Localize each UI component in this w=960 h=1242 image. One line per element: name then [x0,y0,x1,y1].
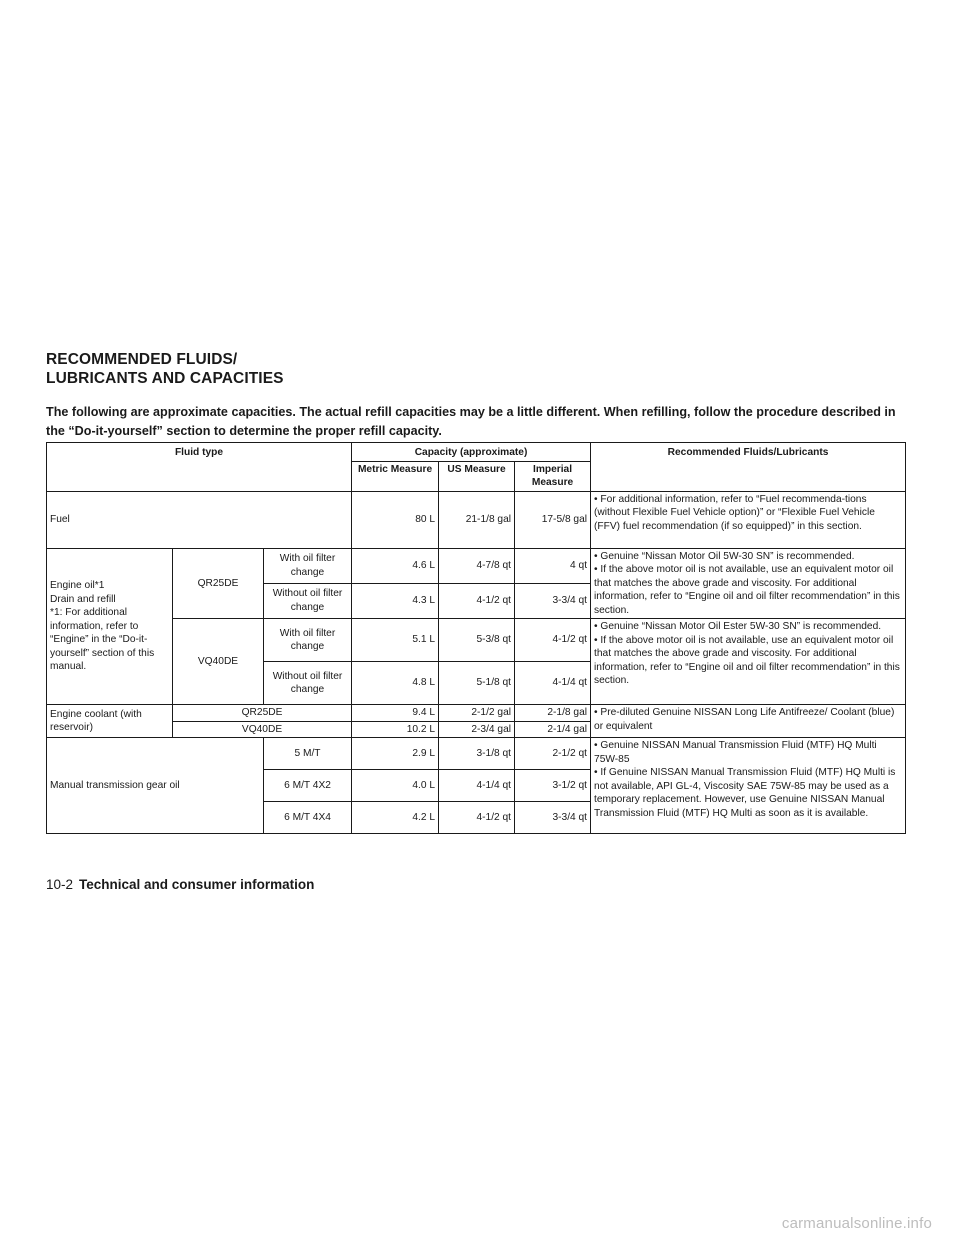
engine-oil-label-line-1: Engine oil*1 [50,580,105,591]
section-title-line-1: RECOMMENDED FLUIDS/ [46,351,238,368]
coolant-vq-us: 2-3/4 gal [439,721,515,738]
oil-qr-with-filter-imperial: 4 qt [515,548,591,583]
transmission-metric: 2.9 L [352,738,439,770]
header-us: US Measure [439,461,515,491]
header-recommended: Recommended Fluids/Lubricants [591,443,906,492]
oil-qr-without-filter-metric: 4.3 L [352,583,439,618]
oil-vq-with-filter-metric: 5.1 L [352,619,439,662]
intro-paragraph: The following are approximate capacities. The actual refill capacities may be a little different. When refilling, follow the procedure described in the “Do-it-yourself” section to determine the proper refill capacity. [46,405,896,438]
transmission-imperial: 3-3/4 qt [515,802,591,834]
watermark: carmanualsonline.info [781,1215,932,1232]
transmission-imperial: 2-1/2 qt [515,738,591,770]
header-capacity: Capacity (approximate) [352,443,591,462]
oil-vq-with-filter-us: 5-3/8 qt [439,619,515,662]
header-imperial: Imperial Measure [515,461,591,491]
oil-qr-without-filter-us: 4-1/2 qt [439,583,515,618]
table-row-coolant-qr [47,705,906,722]
transmission-us: 4-1/4 qt [439,770,515,802]
transmission-label: Manual transmission gear oil [47,738,264,834]
table-row-oil-qr-with-filter [47,548,906,583]
oil-qr-without-filter-imperial: 3-3/4 qt [515,583,591,618]
oil-vq-recommendation: • Genuine “Nissan Motor Oil Ester 5W-30 SN” is recommended. • If the above motor oil is not available, use an equivalent motor oil that matches the above grade and viscosity. For additional information, refer to “Engine oil and oil filter recommendation” in this section. [591,619,906,705]
oil-vq-without-filter-us: 5-1/8 qt [439,662,515,705]
transmission-imperial: 3-1/2 qt [515,770,591,802]
coolant-qr-us: 2-1/2 gal [439,705,515,722]
fuel-recommendation: • For additional information, refer to “Fuel recommenda-tions (without Flexible Fuel Vehicle option)” or “Flexible Fuel Vehicle (FFV) fuel recommendation (if so equipped)” in this section. [591,491,906,548]
coolant-engine-vq40de: VQ40DE [173,721,352,738]
coolant-qr-imperial: 2-1/8 gal [515,705,591,722]
coolant-vq-imperial: 2-1/4 gal [515,721,591,738]
coolant-vq-metric: 10.2 L [352,721,439,738]
page-footer [46,876,314,894]
oil-vq-without-filter-imperial: 4-1/4 qt [515,662,591,705]
fuel-us: 21-1/8 gal [439,491,515,548]
oil-vq-with-filter-imperial: 4-1/2 qt [515,619,591,662]
fuel-label: Fuel [47,491,352,548]
oil-qr-recommendation: • Genuine “Nissan Motor Oil 5W-30 SN” is recommended. • If the above motor oil is not available, use an equivalent motor oil that matches the above grade and viscosity. For additional information, refer to “Engine oil and oil filter recommendation” in this section. [591,548,906,619]
fuel-metric: 80 L [352,491,439,548]
chapter-title: Technical and consumer information [79,877,315,892]
fuel-imperial: 17-5/8 gal [515,491,591,548]
transmission-recommendation: • Genuine NISSAN Manual Transmission Fluid (MTF) HQ Multi 75W-85 • If Genuine NISSAN Manual Transmission Fluid (MTF) HQ Multi is not available, API GL-4, Viscosity SAE 75W-85 may be used as a temporary replacement. However, use Genuine NISSAN Manual Transmission Fluid (MTF) HQ Multi as soon as it is available. [591,738,906,834]
oil-vq-with-filter-label: With oil filter change [264,619,352,662]
table-row-oil-vq-with-filter [47,619,906,662]
oil-engine-vq40de: VQ40DE [173,619,264,705]
transmission-metric: 4.0 L [352,770,439,802]
oil-qr-without-filter-label: Without oil filter change [264,583,352,618]
header-metric: Metric Measure [352,461,439,491]
page-number: 10-2 [46,877,74,892]
engine-oil-label-line-2: Drain and refill [50,593,116,605]
transmission-us: 4-1/2 qt [439,802,515,834]
engine-oil-label [47,548,173,705]
header-fluid-type: Fluid type [47,443,352,492]
coolant-recommendation: • Pre-diluted Genuine NISSAN Long Life Antifreeze/ Coolant (blue) or equivalent [591,705,906,738]
oil-qr-with-filter-metric: 4.6 L [352,548,439,583]
table-row-transmission-5mt [47,738,906,770]
transmission-type: 5 M/T [264,738,352,770]
engine-oil-footnote: *1: For additional information, refer to “Engine” in the “Do-it-yourself” section of this manual. [50,607,155,672]
oil-qr-with-filter-us: 4-7/8 qt [439,548,515,583]
section-title [46,350,284,388]
oil-engine-qr25de: QR25DE [173,548,264,619]
oil-qr-with-filter-label: With oil filter change [264,548,352,583]
coolant-qr-metric: 9.4 L [352,705,439,722]
table-header-row [47,443,906,462]
table-row-fuel [47,491,906,548]
fluids-capacity-table [46,442,906,834]
transmission-type: 6 M/T 4X2 [264,770,352,802]
coolant-label: Engine coolant (with reservoir) [47,705,173,738]
transmission-type: 6 M/T 4X4 [264,802,352,834]
transmission-metric: 4.2 L [352,802,439,834]
transmission-us: 3-1/8 qt [439,738,515,770]
oil-vq-without-filter-label: Without oil filter change [264,662,352,705]
oil-vq-without-filter-metric: 4.8 L [352,662,439,705]
section-title-line-2: LUBRICANTS AND CAPACITIES [46,370,284,387]
coolant-engine-qr25de: QR25DE [173,705,352,722]
